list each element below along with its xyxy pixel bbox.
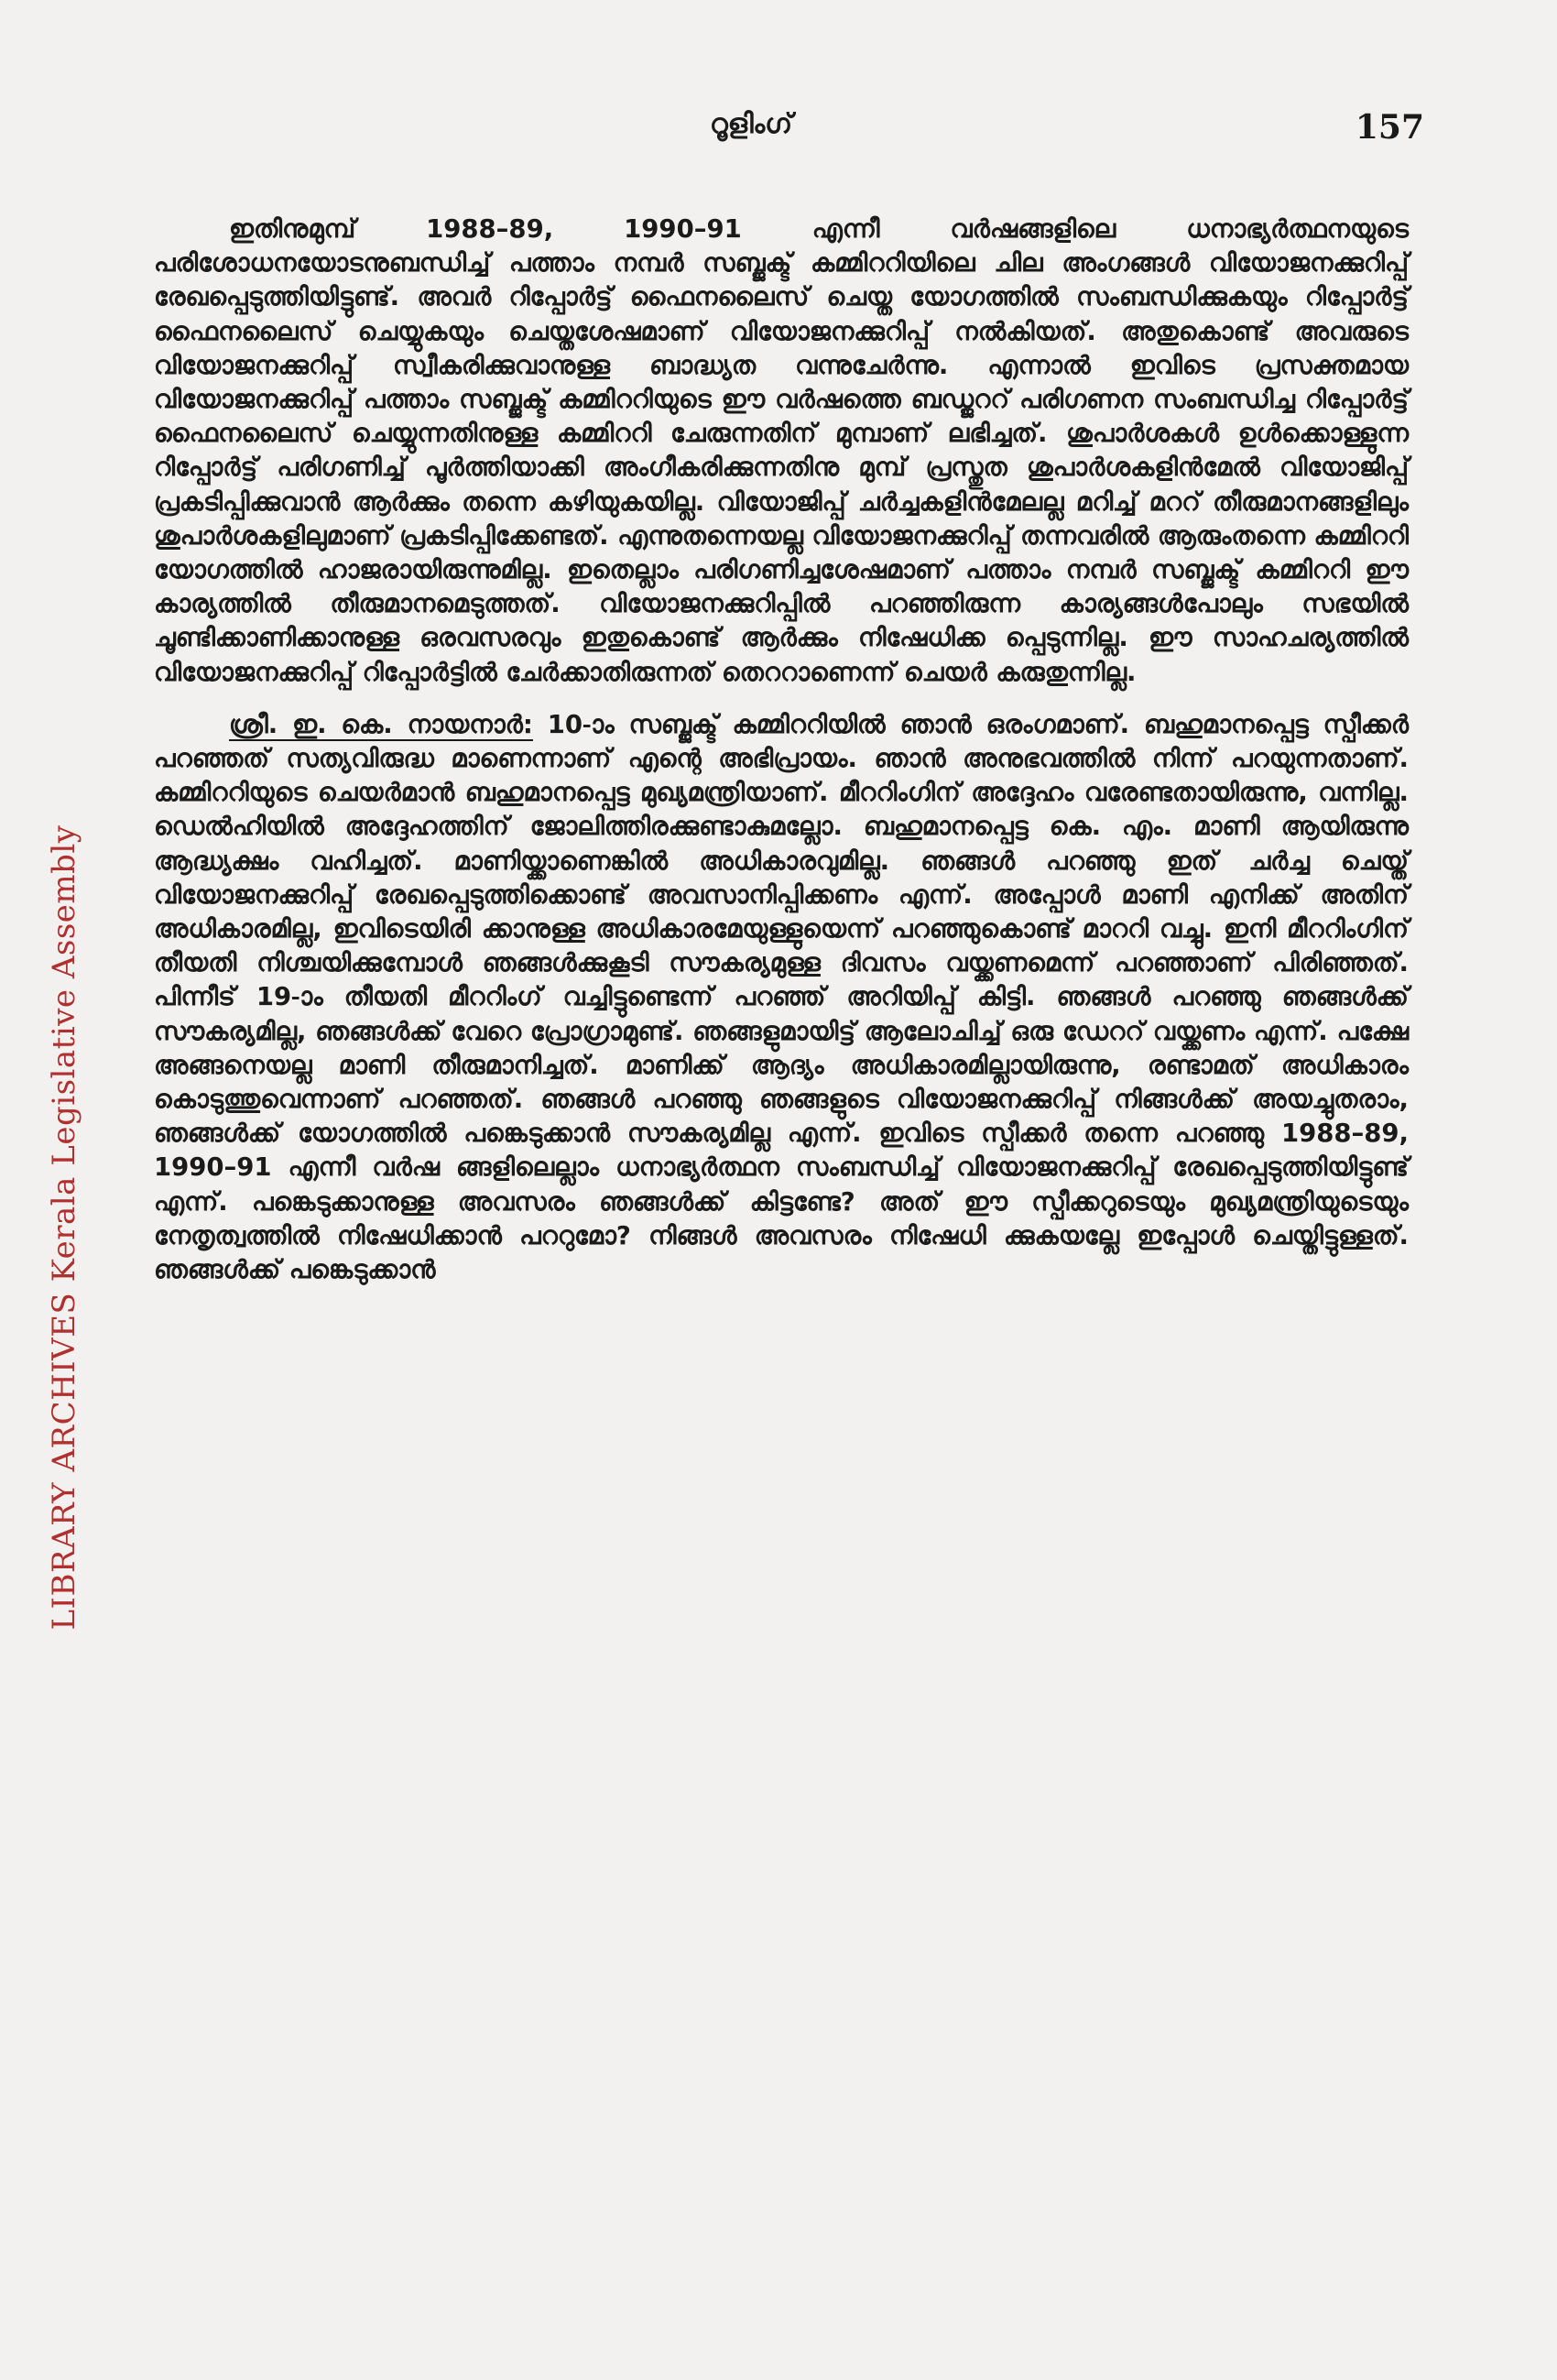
running-header <box>0 108 1557 154</box>
speech-text: 10-ാം സബ്ജക്ട് കമ്മിററിയിൽ ഞാൻ ഒരംഗമാണ്. ബഹുമാനപ്പെട്ട സ്പീക്കർ പറഞ്ഞത് സത്യവിരുദ്ധ മാണെന്നാണ് എന്റെ അഭിപ്രായം. ഞാൻ അനുഭവത്തിൽ നിന്ന് പറയുന്നതാണ്. കമ്മിററിയുടെ ചെയർമാൻ ബഹുമാനപ്പെട്ട മുഖ്യമന്ത്രിയാണ്. മീററിംഗിന് അദ്ദേഹം വരേണ്ടതായിരുന്നു, വന്നില്ല. ഡെൽഹിയിൽ അദ്ദേഹത്തിന് ജോലിത്തിരക്കുണ്ടാകുമല്ലോ. ബഹുമാനപ്പെട്ട കെ. എം. മാണി ആയിരുന്നു ആദ്ധ്യക്ഷം വഹിച്ചത്. മാണിയ്ക്കാണെങ്കിൽ അധികാരവുമില്ല. ഞങ്ങൾ പറഞ്ഞു ഇത് ചർച്ച ചെയ്ത് വിയോജനക്കുറിപ്പ് രേഖപ്പെടുത്തിക്കൊണ്ട് അവസാനിപ്പിക്കണം എന്ന്. അപ്പോൾ മാണി എനിക്ക് അതിന് അധികാരമില്ല, ഇവിടെയിരി ക്കാനുള്ള അധികാരമേയുള്ളുയെന്ന് പറഞ്ഞുകൊണ്ട് മാററി വച്ചു. ഇനി മീററിംഗിന് തീയതി നിശ്ചയിക്കുമ്പോൾ ഞങ്ങൾക്കുകൂടി സൗകര്യമുള്ള ദിവസം വയ്ക്കണമെന്ന് പറഞ്ഞാണ് പിരിഞ്ഞത്. പിന്നീട് 19-ാം തീയതി മീററിംഗ് വച്ചിട്ടുണ്ടെന്ന് പറഞ്ഞ് അറിയിപ്പ് കിട്ടി. ഞങ്ങൾ പറഞ്ഞു ഞങ്ങൾക്ക് സൗകര്യമില്ല, ഞങ്ങൾക്ക് വേറെ പ്രോഗ്രാമുണ്ട്. ഞങ്ങളുമായിട്ട് ആലോചിച്ച് ഒരു ഡേററ് വയ്ക്കണം എന്ന്. പക്ഷേ അങ്ങനെയല്ല മാണി തീരുമാനിച്ചത്. മാണിക്ക് ആദ്യം അധികാരമില്ലായിരുന്നു, രണ്ടാമത് അധികാരം കൊടുത്തുവെന്നാണ് പറഞ്ഞത്. ഞങ്ങൾ പറഞ്ഞു ഞങ്ങളുടെ വിയോജനക്കുറിപ്പ് നിങ്ങൾക്ക് അയച്ചുതരാം, ഞങ്ങൾക്ക് യോഗത്തിൽ പങ്കെടുക്കാൻ സൗകര്യമില്ല എന്ന്. ഇവിടെ സ്പീക്കർ തന്നെ പറഞ്ഞു 1988–89, 1990–91 എന്നീ വർഷ ങ്ങളിലെല്ലാം ധനാഭ്യർത്ഥന സംബന്ധിച്ച് വിയോജനക്കുറിപ്പ് രേഖപ്പെടുത്തിയിട്ടുണ്ട് എന്ന്. പങ്കെടുക്കാനുള്ള അവസരം ഞങ്ങൾക്ക് കിട്ടണ്ടേ? അത് ഈ സ്പീക്കറുടെയും മുഖ്യമന്ത്രിയുടെയും നേതൃത്വത്തിൽ നിഷേധിക്കാൻ പററുമോ? നിങ്ങൾ അവസരം നിഷേധി ക്കുകയല്ലേ ഇപ്പോൾ ചെയ്തിട്ടുള്ളത്. ഞങ്ങൾക്ക് പങ്കെടുക്കാൻ <box>154 709 1409 1285</box>
archive-watermark: LIBRARY ARCHIVES Kerala Legislative Assembly <box>46 824 82 1631</box>
speaker-name: ശ്രീ. ഇ. കെ. നായനാർ: <box>229 709 533 739</box>
ruling-paragraph <box>154 213 1409 690</box>
page-number: 157 <box>1355 108 1424 147</box>
running-title: റൂളിംഗ് <box>709 108 793 140</box>
speech-paragraph <box>154 708 1409 1287</box>
paragraph-text: ഇതിനുമുമ്പ് 1988–89, 1990–91 എന്നീ വർഷങ്ങളിലെ ധനാഭ്യർത്ഥനയുടെ പരിശോധനയോടനുബന്ധിച്ച് പത്താം നമ്പർ സബ്ജക്ട് കമ്മിററിയിലെ ചില അംഗങ്ങൾ വിയോജനക്കുറിപ്പ് രേഖപ്പെടുത്തിയിട്ടുണ്ട്. അവർ റിപ്പോർട്ട് ഫൈനലൈസ് ചെയ്ത യോഗത്തിൽ സംബന്ധിക്കുകയും റിപ്പോർട്ട് ഫൈനലൈസ് ചെയ്യുകയും ചെയ്തശേഷമാണ് വിയോജനക്കുറിപ്പ് നൽകിയത്. അതുകൊണ്ട് അവരുടെ വിയോജനക്കുറിപ്പ് സ്വീകരിക്കുവാനുള്ള ബാദ്ധ്യത വന്നുചേർന്നു. എന്നാൽ ഇവിടെ പ്രസക്തമായ വിയോജനക്കുറിപ്പ് പത്താം സബ്ജക്ട് കമ്മിററിയുടെ ഈ വർഷത്തെ ബഡ്ജററ് പരിഗണന സംബന്ധിച്ച റിപ്പോർട്ട് ഫൈനലൈസ് ചെയ്യുന്നതിനുള്ള കമ്മിററി ചേരുന്നതിന് മുമ്പാണ് ലഭിച്ചത്. ശുപാർശകൾ ഉൾക്കൊള്ളുന്ന റിപ്പോർട്ട് പരിഗണിച്ച് പൂർത്തിയാക്കി അംഗീകരിക്കുന്നതിനു മുമ്പ് പ്രസ്തുത ശുപാർശകളിൻമേൽ വിയോജിപ്പ് പ്രകടിപ്പിക്കുവാൻ ആർക്കും തന്നെ കഴിയുകയില്ല. വിയോജിപ്പ് ചർച്ചകളിൻമേലല്ല മറിച്ച് മററ് തീരുമാനങ്ങളിലും ശുപാർശകളിലുമാണ് പ്രകടിപ്പിക്കേണ്ടത്. എന്നുതന്നെയല്ല വിയോജനക്കുറിപ്പ് തന്നവരിൽ ആരുംതന്നെ കമ്മിററി യോഗത്തിൽ ഹാജരായിരുന്നുമില്ല. ഇതെല്ലാം പരിഗണിച്ചശേഷമാണ് പത്താം നമ്പർ സബ്ജക്ട് കമ്മിററി ഈ കാര്യത്തിൽ തീരുമാനമെടുത്തത്. വിയോജനക്കുറിപ്പിൽ പറഞ്ഞിരുന്ന കാര്യങ്ങൾപോലും സഭയിൽ ചൂണ്ടിക്കാണിക്കാനുള്ള ഒരവസരവും ഇതുകൊണ്ട് ആർക്കും നിഷേധിക്ക പ്പെടുന്നില്ല. ഈ സാഹചര്യത്തിൽ വിയോജനക്കുറിപ്പ് റിപ്പോർട്ടിൽ ചേർക്കാതിരുന്നത് തെററാണെന്ന് ചെയർ കരുതുന്നില്ല. <box>154 214 1409 687</box>
body-text <box>154 213 1409 1287</box>
